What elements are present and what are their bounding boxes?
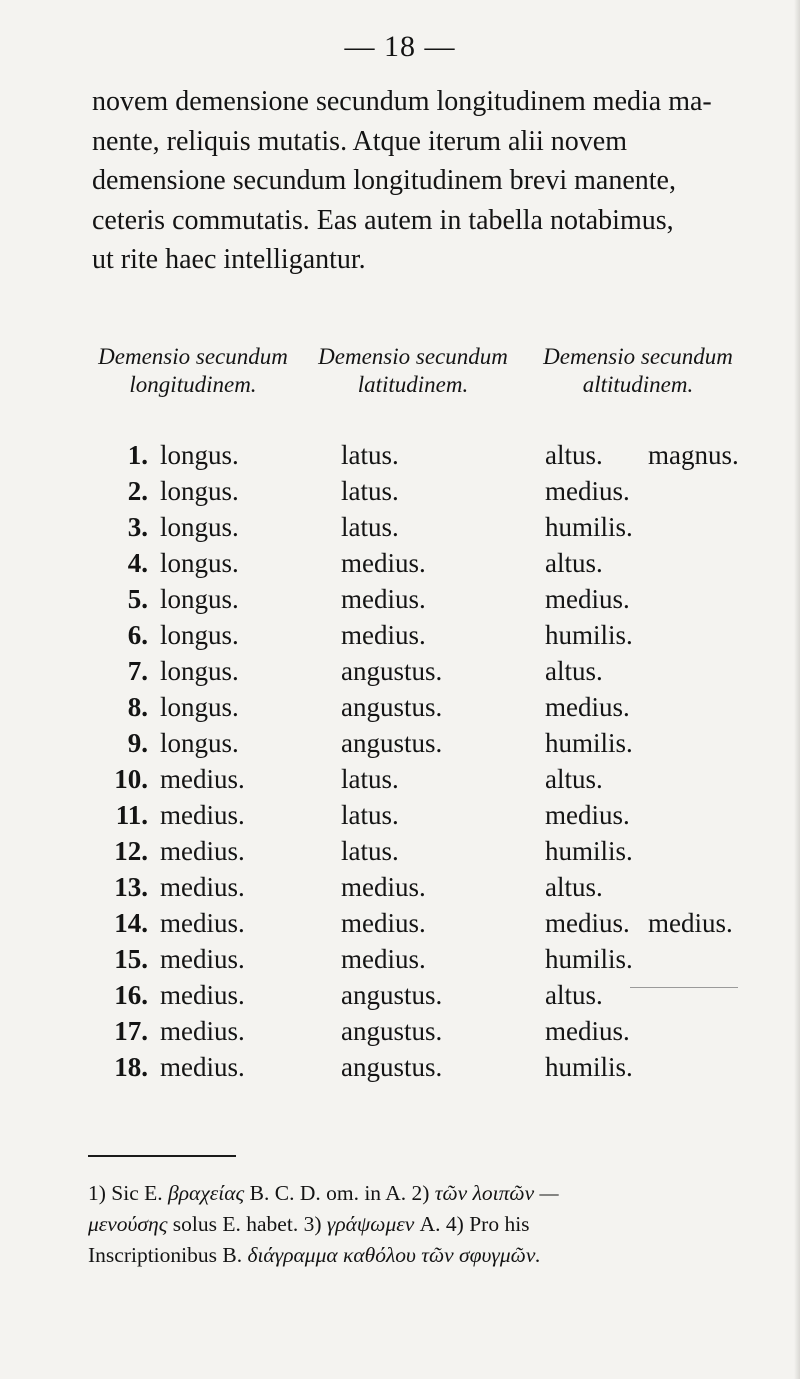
paragraph-line: demensione secundum longitudinem brevi manente,: [92, 165, 676, 196]
longitude-value: longus.: [160, 692, 239, 722]
altitude-value: altus.: [545, 548, 603, 578]
table-row: [0, 512, 800, 546]
longitude-value: longus.: [160, 548, 239, 578]
altitude-value: humilis.: [545, 512, 633, 542]
latitude-value: latus.: [341, 764, 399, 794]
table-row: [0, 584, 800, 618]
column-header-altitude: Demensio secundum altitudinem.: [543, 344, 733, 397]
longitude-value: longus.: [160, 512, 239, 542]
table-row: [0, 836, 800, 870]
latitude-value: angustus.: [341, 1052, 443, 1082]
longitude-value: longus.: [160, 656, 239, 686]
table-row: [0, 1052, 800, 1086]
altitude-value: altus.: [545, 656, 603, 686]
table-row: [0, 548, 800, 582]
altitude-value: medius.: [545, 692, 630, 722]
longitude-value: medius.: [160, 836, 245, 866]
latitude-value: angustus.: [341, 692, 443, 722]
row-number: 1.: [127, 440, 148, 470]
altitude-value: altus.: [545, 764, 603, 794]
longitude-value: medius.: [160, 1016, 245, 1046]
table-row: [0, 620, 800, 654]
longitude-value: longus.: [160, 440, 239, 470]
row-number: 2.: [127, 476, 148, 506]
altitude-value: altus.: [545, 872, 603, 902]
latitude-value: medius.: [341, 620, 426, 650]
longitude-value: medius.: [160, 980, 245, 1010]
latitude-value: medius.: [341, 908, 426, 938]
row-number: 4.: [127, 548, 148, 578]
footnote-line-1: 1) Sic E. βραχείας B. C. D. om. in A. 2) τῶν λοιπῶν —: [88, 1181, 559, 1205]
table-row: [0, 908, 800, 942]
extra-value: magnus.: [648, 440, 739, 470]
longitude-value: medius.: [160, 800, 245, 830]
row-number: 5.: [127, 584, 148, 614]
latitude-value: medius.: [341, 944, 426, 974]
row-number: 14.: [114, 908, 148, 938]
latitude-value: latus.: [341, 476, 399, 506]
longitude-value: longus.: [160, 584, 239, 614]
row-number: 12.: [114, 836, 148, 866]
table-row: [0, 440, 800, 474]
longitude-value: longus.: [160, 728, 239, 758]
altitude-value: medius.: [545, 800, 630, 830]
latitude-value: angustus.: [341, 980, 443, 1010]
longitude-value: medius.: [160, 1052, 245, 1082]
longitude-value: medius.: [160, 764, 245, 794]
longitude-value: longus.: [160, 476, 239, 506]
latitude-value: latus.: [341, 800, 399, 830]
latitude-value: angustus.: [341, 656, 443, 686]
altitude-value: altus.: [545, 980, 603, 1010]
altitude-value: humilis.: [545, 836, 633, 866]
longitude-value: medius.: [160, 872, 245, 902]
row-number: 9.: [127, 728, 148, 758]
table-row: [0, 692, 800, 726]
longitude-value: medius.: [160, 908, 245, 938]
latitude-value: medius.: [341, 872, 426, 902]
row-number: 3.: [127, 512, 148, 542]
row-number: 7.: [127, 656, 148, 686]
footnotes: [88, 1178, 750, 1271]
altitude-value: humilis.: [545, 944, 633, 974]
page-number: — 18 —: [344, 30, 456, 63]
row-number: 6.: [127, 620, 148, 650]
table-header: [0, 343, 800, 418]
altitude-value: medius.: [545, 584, 630, 614]
latitude-value: angustus.: [341, 728, 443, 758]
table-row: [0, 872, 800, 906]
table-row: [0, 764, 800, 798]
row-number: 13.: [114, 872, 148, 902]
column-header-longitude: Demensio secundum longitudinem.: [98, 344, 288, 397]
row-number: 17.: [114, 1016, 148, 1046]
table-row: [0, 980, 800, 1014]
altitude-value: humilis.: [545, 728, 633, 758]
extra-value: medius.: [648, 908, 733, 938]
row-number: 15.: [114, 944, 148, 974]
altitude-value: humilis.: [545, 1052, 633, 1082]
altitude-value: medius.: [545, 908, 630, 938]
paragraph-line: nente, reliquis mutatis. Atque iterum alii novem: [92, 125, 628, 157]
table-row: [0, 800, 800, 834]
paragraph-line: ceteris commutatis. Eas autem in tabella notabimus,: [92, 204, 674, 236]
row-number: 10.: [114, 764, 148, 794]
altitude-value: humilis.: [545, 620, 633, 650]
column-header-latitude: Demensio secundum latitudinem.: [318, 344, 508, 397]
body-paragraph: [92, 82, 742, 280]
altitude-value: medius.: [545, 476, 630, 506]
latitude-value: angustus.: [341, 1016, 443, 1046]
table-row: [0, 728, 800, 762]
longitude-value: longus.: [160, 620, 239, 650]
longitude-value: medius.: [160, 944, 245, 974]
paragraph-line: ut rite haec intelligantur.: [92, 244, 366, 275]
paragraph-line: novem demensione secundum longitudinem media ma-: [92, 86, 712, 117]
row-number: 11.: [115, 800, 148, 830]
footnote-line-2: μενούσης solus E. habet. 3) γράψωμεν A. 4) Pro his: [88, 1212, 530, 1236]
altitude-value: altus.: [545, 440, 603, 470]
latitude-value: medius.: [341, 584, 426, 614]
row-number: 16.: [114, 980, 148, 1010]
row-number: 18.: [114, 1052, 148, 1082]
table-row: [0, 1016, 800, 1050]
table-row: [0, 656, 800, 690]
table-row: [0, 476, 800, 510]
table-row: [0, 944, 800, 978]
footnote-rule: [88, 1155, 236, 1157]
altitude-value: medius.: [545, 1016, 630, 1046]
footnote-line-3: Inscriptionibus B. διάγραμμα καθόλου τῶν σφυγμῶν.: [88, 1243, 541, 1267]
row-15-rule: [630, 987, 738, 988]
latitude-value: latus.: [341, 512, 399, 542]
latitude-value: latus.: [341, 836, 399, 866]
latitude-value: medius.: [341, 548, 426, 578]
latitude-value: latus.: [341, 440, 399, 470]
row-number: 8.: [127, 692, 148, 722]
